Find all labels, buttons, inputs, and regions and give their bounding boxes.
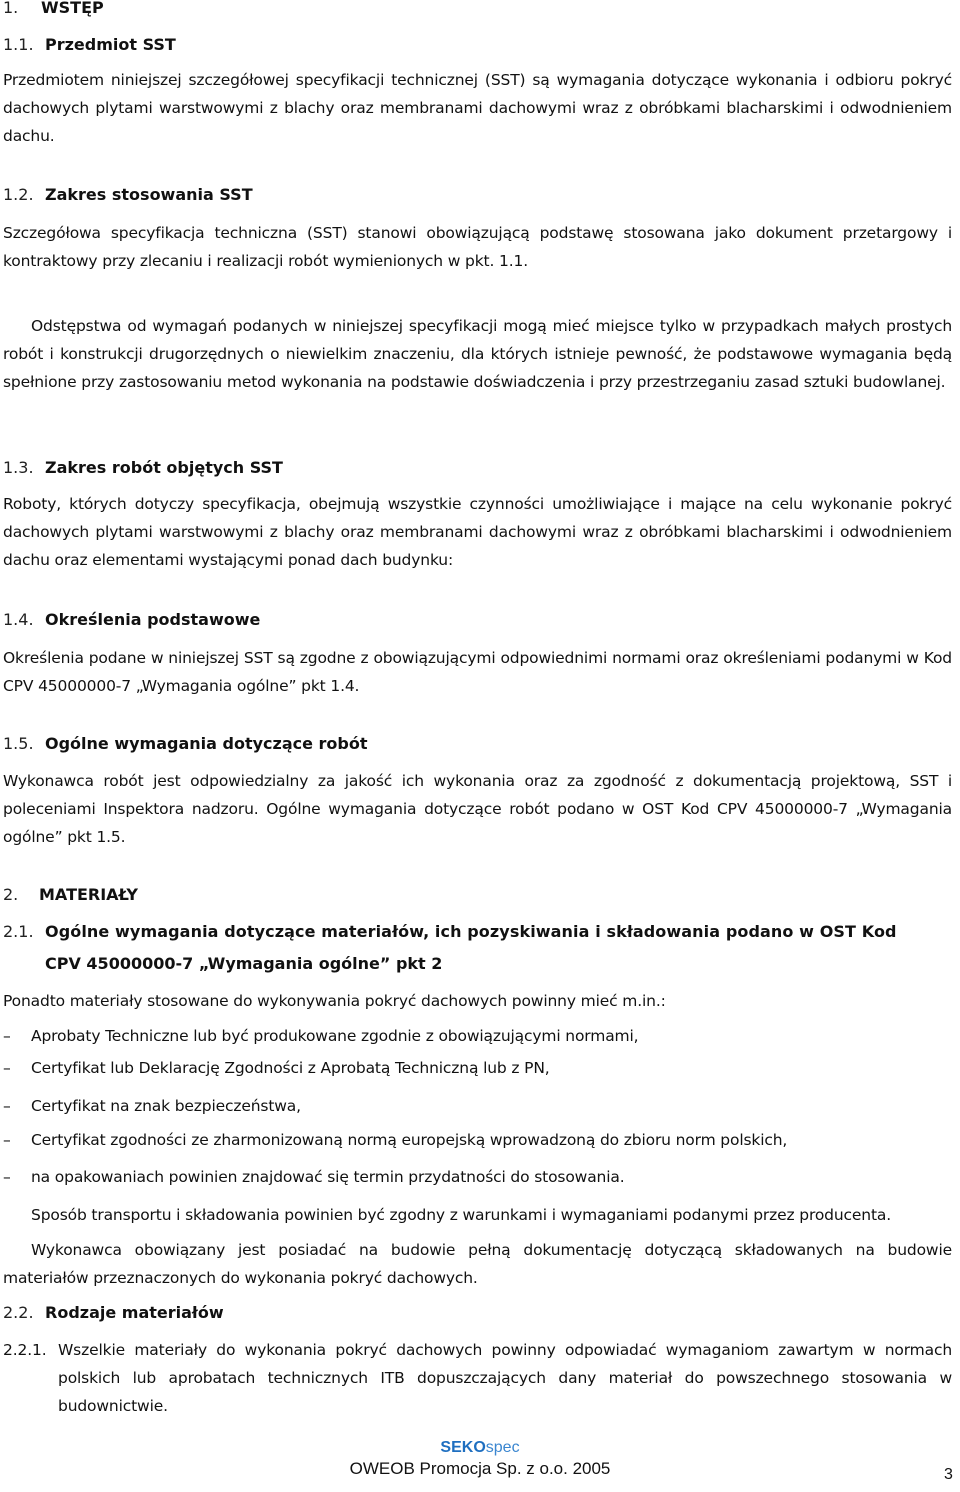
section-number: 2.: [3, 885, 19, 904]
subsection-number-2-2-1: 2.2.1.: [3, 1341, 47, 1359]
section-heading-2-1: [3, 918, 952, 946]
paragraph-1-5: Wykonawca robót jest odpowiedzialny za jakość ich wykonania oraz za zgodność z dokumentacją projektową, SST i poleceniami Inspektora nadzoru. Ogólne wymagania dotyczące robót podano w OST Kod CPV 45000000-7 „Wymagania ogólne” pkt 1.5.: [3, 772, 952, 846]
paragraph-2-2-1: Wszelkie materiały do wykonania pokryć dachowych powinny odpowiadać wymaganiom zawartym w normach polskich lub aprobatach technicznych ITB dopuszczających dany materiał do powszechnego stosowania w budownictwie.: [58, 1341, 952, 1415]
paragraph-2-1-transport: Sposób transportu i składowania powinien być zgodny z warunkami i wymaganiami podanymi przez producenta.: [31, 1206, 892, 1224]
section-title: Rodzaje materiałów: [45, 1303, 224, 1322]
bullet-dash: –: [3, 1027, 11, 1045]
section-title-line1: Ogólne wymagania dotyczące materiałów, ich pozyskiwania i składowania podano w OST Kod: [45, 922, 897, 941]
paragraph-2-1-documentation: Wykonawca obowiązany jest posiadać na budowie pełną dokumentację dotyczącą składowanych na budowie materiałów przeznaczonych do wykonania pokryć dachowych.: [3, 1241, 952, 1287]
footer-organization: OWEOB Promocja Sp. z o.o. 2005: [349, 1459, 611, 1478]
page-footer: [0, 1438, 960, 1480]
brand-bold: SEKO: [440, 1439, 486, 1456]
section-title: Ogólne wymagania dotyczące robót: [45, 734, 368, 753]
section-title-line2: CPV 45000000-7 „Wymagania ogólne” pkt 2: [45, 954, 443, 973]
section-heading-2-2: [3, 1299, 224, 1327]
section-number: 1.2.: [3, 185, 34, 204]
section-heading-2-1-cont: [45, 950, 442, 978]
section-heading-1: [3, 0, 104, 22]
section-number: 1.: [3, 0, 19, 17]
section-heading-2: [3, 881, 138, 909]
bullet-item: na opakowaniach powinien znajdować się termin przydatności do stosowania.: [31, 1168, 625, 1186]
bullet-dash: –: [3, 1097, 11, 1115]
section-number: 1.3.: [3, 458, 34, 477]
section-heading-1-4: [3, 606, 260, 634]
section-number: 1.5.: [3, 734, 34, 753]
section-title: MATERIAŁY: [39, 885, 138, 904]
brand-light: spec: [485, 1439, 520, 1456]
paragraph-1-4: Określenia podane w niniejszej SST są zgodne z obowiązującymi odpowiednimi normami oraz określeniami podanymi w Kod CPV 45000000-7 „Wymagania ogólne” pkt 1.4.: [3, 649, 952, 695]
footer-brand-logo: [0, 1438, 960, 1458]
page-number: 3: [944, 1466, 953, 1483]
section-title: Przedmiot SST: [45, 35, 176, 54]
section-heading-1-2: [3, 181, 253, 209]
bullet-dash: –: [3, 1059, 11, 1077]
bullet-dash: –: [3, 1131, 11, 1149]
bullet-item: Aprobaty Techniczne lub być produkowane zgodnie z obowiązującymi normami,: [31, 1027, 639, 1045]
section-number: 2.1.: [3, 922, 34, 941]
section-heading-1-1: [3, 31, 176, 59]
paragraph-1-2-deviations: Odstępstwa od wymagań podanych w niniejszej specyfikacji mogą mieć miejsce tylko w przypadkach małych prostych robót i konstrukcji drugorzędnych o niewielkim znaczeniu, dla których istnieje pewność, że podstawowe wymagania będą spełnione przy zastosowaniu metod wykonania na podstawie doświadczenia i przy przestrzeganiu zasad sztuki budowlanej.: [3, 317, 952, 391]
section-heading-1-5: [3, 730, 368, 758]
section-title: WSTĘP: [41, 0, 104, 17]
bullet-dash: –: [3, 1168, 11, 1186]
bullet-item: Certyfikat na znak bezpieczeństwa,: [31, 1097, 301, 1115]
section-title: Określenia podstawowe: [45, 610, 261, 629]
section-number: 1.4.: [3, 610, 34, 629]
paragraph-1-2: Szczegółowa specyfikacja techniczna (SST) stanowi obowiązującą podstawę stosowana jako dokument przetargowy i kontraktowy przy zlecaniu i realizacji robót wymienionych w pkt. 1.1.: [3, 224, 952, 270]
section-number: 1.1.: [3, 35, 34, 54]
bullet-item: Certyfikat zgodności ze zharmonizowaną normą europejską wprowadzoną do zbioru norm polskich,: [31, 1131, 788, 1149]
bullet-item: Certyfikat lub Deklarację Zgodności z Aprobatą Techniczną lub z PN,: [31, 1059, 550, 1077]
section-title: Zakres stosowania SST: [45, 185, 253, 204]
paragraph-1-3: Roboty, których dotyczy specyfikacja, obejmują wszystkie czynności umożliwiające i mające na celu wykonanie pokryć dachowych plytami warstwowymi z blachy oraz membranami dachowymi wraz z obróbkami blacharskimi i odwodnieniem dachu oraz elementami wystającymi ponad dach budynku:: [3, 495, 952, 569]
paragraph-1-1: Przedmiotem niniejszej szczegółowej specyfikacji technicznej (SST) są wymagania dotyczące wykonania i odbioru pokryć dachowych plytami warstwowymi z blachy oraz membranami dachowymi wraz z obróbkami blacharskimi i odwodnieniem dachu.: [3, 71, 952, 145]
section-heading-1-3: [3, 454, 283, 482]
section-title: Zakres robót objętych SST: [45, 458, 283, 477]
section-number: 2.2.: [3, 1303, 34, 1322]
paragraph-2-1-intro: Ponadto materiały stosowane do wykonywania pokryć dachowych powinny mieć m.in.:: [3, 992, 666, 1010]
